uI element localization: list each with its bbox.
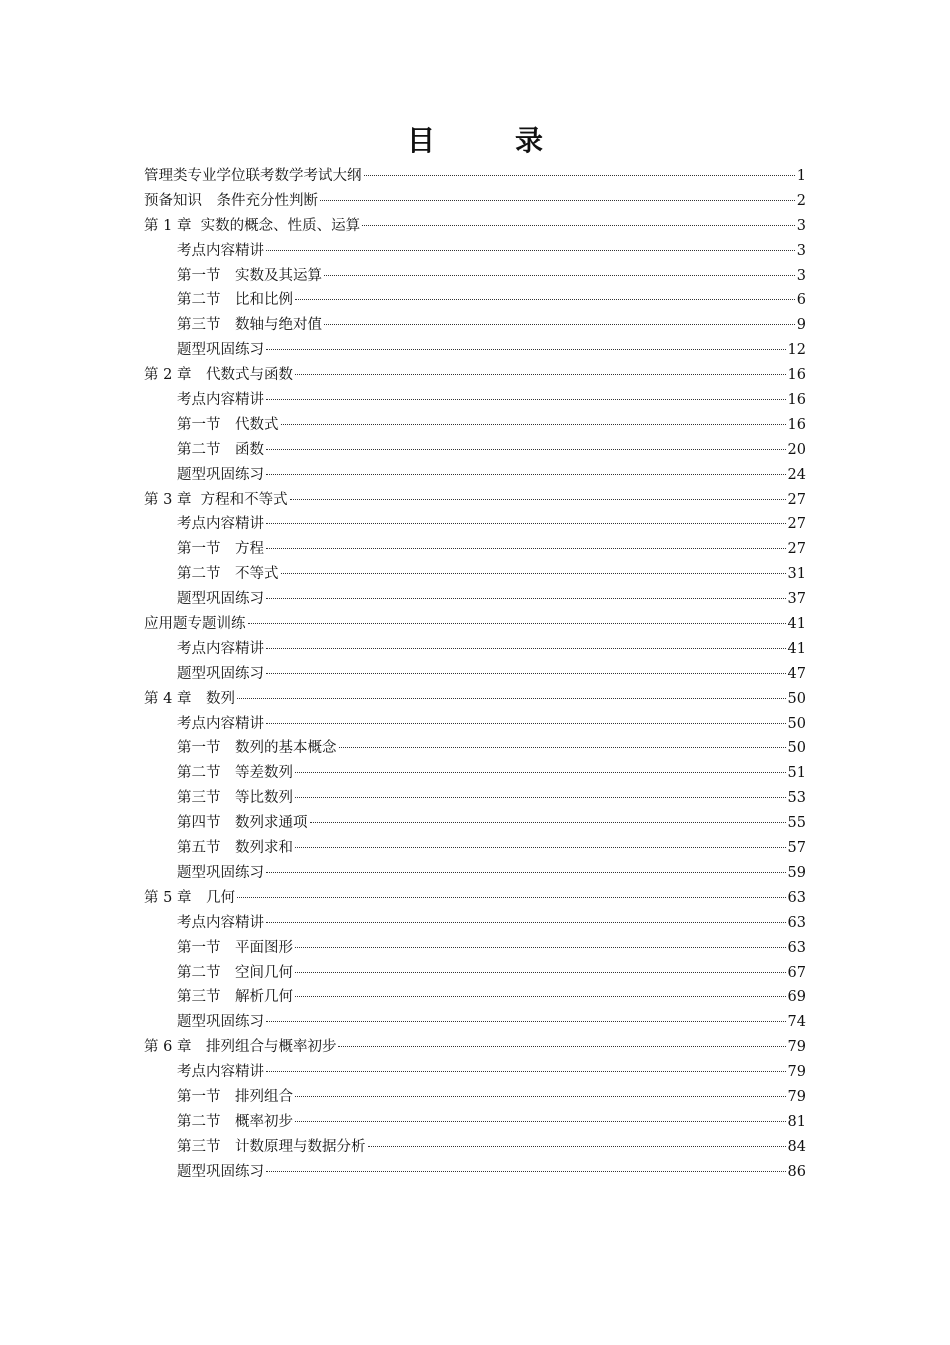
toc-page-number: 51 (787, 765, 806, 782)
toc-chapter-entry[interactable] (0, 214, 806, 239)
toc-page-number: 79 (787, 1088, 806, 1105)
toc-chapter-entry[interactable] (0, 687, 806, 712)
toc-section-entry[interactable] (0, 985, 806, 1010)
toc-entry-label: 第一节 排列组合 (177, 1088, 293, 1105)
dot-leader (266, 648, 786, 649)
dot-leader (295, 1121, 786, 1122)
toc-page-number: 63 (787, 939, 806, 956)
toc-section-entry[interactable] (0, 761, 806, 786)
toc-section-entry[interactable] (0, 961, 806, 986)
toc-entry-label: 第 3 章 方程和不等式 (144, 491, 288, 508)
toc-section-entry[interactable] (0, 338, 806, 363)
dot-leader (266, 399, 786, 400)
toc-section-entry[interactable] (0, 288, 806, 313)
dot-leader (281, 573, 786, 574)
toc-entry-label: 第二节 不等式 (177, 566, 279, 583)
dot-leader (295, 996, 786, 997)
toc-page-number: 2 (796, 192, 806, 209)
toc-entry-label: 题型巩固练习 (177, 342, 264, 359)
toc-page-number: 1 (796, 168, 806, 184)
toc-section-entry[interactable] (0, 712, 806, 737)
toc-page-number: 41 (787, 616, 806, 633)
toc-chapter-entry[interactable] (0, 612, 806, 637)
toc-section-entry[interactable] (0, 736, 806, 761)
dot-leader (295, 947, 786, 948)
dot-leader (324, 275, 795, 276)
toc-section-entry[interactable] (0, 936, 806, 961)
table-of-contents (0, 164, 950, 1185)
dot-leader (320, 200, 795, 201)
toc-section-entry[interactable] (0, 911, 806, 936)
dot-leader (310, 822, 786, 823)
toc-entry-label: 管理类专业学位联考数学考试大纲 (144, 168, 362, 184)
dot-leader (266, 598, 786, 599)
dot-leader (290, 499, 786, 500)
toc-page-number: 3 (796, 217, 806, 234)
toc-page-number: 31 (787, 566, 806, 583)
dot-leader (266, 449, 786, 450)
toc-page-number: 9 (796, 317, 806, 334)
toc-page-number: 16 (787, 367, 806, 384)
toc-page-number: 69 (787, 989, 806, 1006)
toc-entry-label: 第一节 数列的基本概念 (177, 740, 337, 757)
dot-leader (295, 847, 786, 848)
dot-leader (339, 747, 786, 748)
toc-section-entry[interactable] (0, 861, 806, 886)
toc-entry-label: 第二节 空间几何 (177, 964, 293, 981)
dot-leader (266, 349, 786, 350)
toc-page-number: 16 (787, 416, 806, 433)
toc-page-number: 50 (787, 740, 806, 757)
toc-entry-label: 第 2 章 代数式与函数 (144, 367, 293, 384)
toc-entry-label: 第四节 数列求通项 (177, 815, 308, 832)
toc-page-number: 27 (787, 516, 806, 533)
dot-leader (368, 1146, 786, 1147)
toc-page-number: 79 (787, 1064, 806, 1081)
toc-entry-label: 第一节 实数及其运算 (177, 267, 322, 284)
toc-section-entry[interactable] (0, 537, 806, 562)
toc-section-entry[interactable] (0, 313, 806, 338)
dot-leader (266, 1071, 786, 1072)
toc-page-number: 50 (787, 690, 806, 707)
toc-page-number: 84 (787, 1138, 806, 1155)
toc-section-entry[interactable] (0, 512, 806, 537)
toc-section-entry[interactable] (0, 264, 806, 289)
toc-entry-label: 题型巩固练习 (177, 591, 264, 608)
toc-page-number: 3 (796, 242, 806, 259)
toc-entry-label: 考点内容精讲 (177, 640, 264, 657)
toc-section-entry[interactable] (0, 239, 806, 264)
dot-leader (281, 424, 786, 425)
toc-entry-label: 第 6 章 排列组合与概率初步 (144, 1039, 337, 1056)
toc-page-number: 67 (787, 964, 806, 981)
toc-page-number: 53 (787, 790, 806, 807)
toc-section-entry[interactable] (0, 1060, 806, 1085)
toc-page-number: 37 (787, 591, 806, 608)
toc-section-entry[interactable] (0, 1135, 806, 1160)
dot-leader (266, 872, 786, 873)
toc-entry-label: 考点内容精讲 (177, 914, 264, 931)
dot-leader (248, 623, 786, 624)
toc-section-entry[interactable] (0, 438, 806, 463)
toc-entry-label: 第 5 章 几何 (144, 889, 235, 906)
dot-leader (266, 250, 795, 251)
toc-page-number: 3 (796, 267, 806, 284)
toc-section-entry[interactable] (0, 562, 806, 587)
dot-leader (266, 1021, 786, 1022)
toc-section-entry[interactable] (0, 786, 806, 811)
toc-section-entry[interactable] (0, 1110, 806, 1135)
toc-entry-label: 题型巩固练习 (177, 665, 264, 682)
toc-section-entry[interactable] (0, 1085, 806, 1110)
toc-section-entry[interactable] (0, 836, 806, 861)
toc-page-number: 63 (787, 889, 806, 906)
dot-leader (237, 897, 786, 898)
toc-entry-label: 题型巩固练习 (177, 864, 264, 881)
dot-leader (295, 299, 795, 300)
toc-section-entry[interactable] (0, 463, 806, 488)
dot-leader (266, 922, 786, 923)
toc-entry-label: 第 4 章 数列 (144, 690, 235, 707)
toc-page-number: 6 (796, 292, 806, 309)
toc-chapter-entry[interactable] (0, 886, 806, 911)
toc-chapter-entry[interactable] (0, 189, 806, 214)
toc-section-entry[interactable] (0, 413, 806, 438)
dot-leader (324, 324, 795, 325)
toc-page-number: 41 (787, 640, 806, 657)
toc-entry-label: 第三节 计数原理与数据分析 (177, 1138, 366, 1155)
toc-page-number: 24 (787, 466, 806, 483)
toc-page-number: 16 (787, 392, 806, 409)
toc-page-number: 12 (787, 342, 806, 359)
toc-page-number: 74 (787, 1014, 806, 1031)
toc-entry-label: 应用题专题训练 (144, 616, 246, 633)
toc-entry-label: 考点内容精讲 (177, 1064, 264, 1081)
toc-entry-label: 第二节 函数 (177, 441, 264, 458)
dot-leader (266, 474, 786, 475)
toc-entry-label: 考点内容精讲 (177, 392, 264, 409)
toc-page-number: 81 (787, 1113, 806, 1130)
dot-leader (266, 723, 786, 724)
dot-leader (266, 1171, 786, 1172)
toc-entry-label: 题型巩固练习 (177, 1014, 264, 1031)
toc-chapter-entry[interactable] (0, 363, 806, 388)
toc-page-number: 50 (787, 715, 806, 732)
toc-entry-label: 第二节 比和比例 (177, 292, 293, 309)
dot-leader (295, 374, 786, 375)
toc-entry-label: 第二节 等差数列 (177, 765, 293, 782)
toc-page-number: 79 (787, 1039, 806, 1056)
toc-entry-label: 第二节 概率初步 (177, 1113, 293, 1130)
toc-page-number: 63 (787, 914, 806, 931)
toc-entry-label: 题型巩固练习 (177, 1163, 264, 1180)
toc-entry-label: 考点内容精讲 (177, 715, 264, 732)
toc-section-entry[interactable] (0, 1010, 806, 1035)
toc-page-number: 27 (787, 541, 806, 558)
toc-section-entry[interactable] (0, 811, 806, 836)
toc-section-entry[interactable] (0, 637, 806, 662)
toc-entry-label: 第五节 数列求和 (177, 840, 293, 857)
toc-chapter-entry[interactable] (0, 164, 806, 189)
toc-entry-label: 预备知识 条件充分性判断 (144, 192, 318, 209)
toc-entry-label: 第一节 方程 (177, 541, 264, 558)
toc-entry-label: 题型巩固练习 (177, 466, 264, 483)
dot-leader (266, 523, 786, 524)
toc-entry-label: 第三节 等比数列 (177, 790, 293, 807)
toc-chapter-entry[interactable] (0, 1035, 806, 1060)
toc-entry-label: 考点内容精讲 (177, 516, 264, 533)
toc-page-number: 47 (787, 665, 806, 682)
dot-leader (364, 175, 795, 176)
toc-entry-label: 第三节 解析几何 (177, 989, 293, 1006)
dot-leader (295, 772, 786, 773)
page-title: 目 录 (406, 124, 569, 157)
toc-entry-label: 第三节 数轴与绝对值 (177, 317, 322, 334)
toc-page-number: 27 (787, 491, 806, 508)
dot-leader (266, 548, 786, 549)
toc-section-entry[interactable] (0, 587, 806, 612)
dot-leader (237, 698, 786, 699)
dot-leader (295, 972, 786, 973)
toc-page-number: 20 (787, 441, 806, 458)
toc-page-number: 55 (787, 815, 806, 832)
dot-leader (295, 797, 786, 798)
toc-section-entry[interactable] (0, 662, 806, 687)
toc-page-number: 57 (787, 840, 806, 857)
toc-entry-label: 第一节 平面图形 (177, 939, 293, 956)
toc-chapter-entry[interactable] (0, 488, 806, 513)
toc-section-entry[interactable] (0, 1160, 806, 1185)
toc-entry-label: 考点内容精讲 (177, 242, 264, 259)
toc-entry-label: 第一节 代数式 (177, 416, 279, 433)
dot-leader (266, 673, 786, 674)
toc-entry-label: 第 1 章 实数的概念、性质、运算 (144, 217, 361, 234)
dot-leader (362, 225, 795, 226)
toc-page-number: 59 (787, 864, 806, 881)
dot-leader (295, 1096, 786, 1097)
dot-leader (338, 1046, 785, 1047)
toc-page-number: 86 (787, 1163, 806, 1180)
toc-section-entry[interactable] (0, 388, 806, 413)
